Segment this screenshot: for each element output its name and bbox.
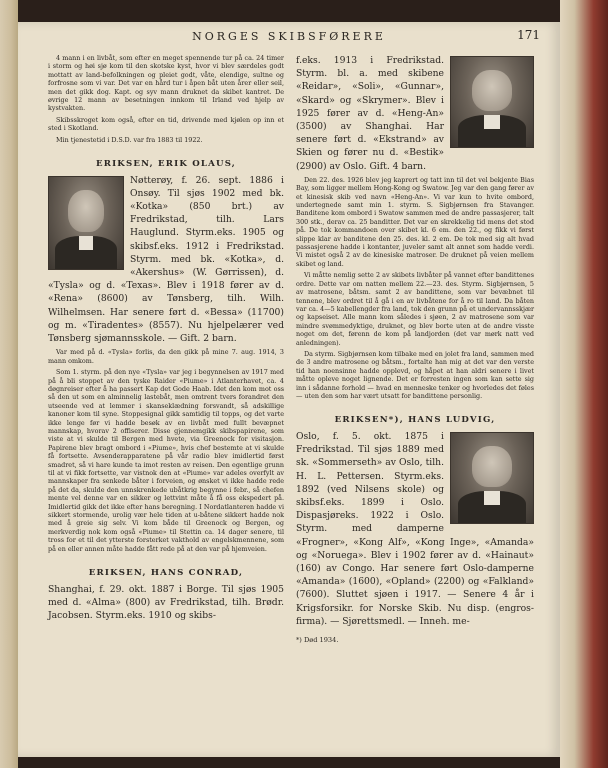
- entry-bio-hans-conrad-cont: f.eks. 1913 i Fredrikstad. Styrm. bl. a. med skibene «Reidar», «Soli», «Gunnar», «Skard» og «Skrymer». Blev i 1925 fører av d. «Heng-An» (3500) av Shanghai. Har senere ført d. «Ekstrand» av Skien og fører nu d. «Bestik» (2900) av Oslo. Gift. 4 barn.: [296, 55, 444, 172]
- entry-note: Var med på d. «Tysla» forlis, da den gikk på mine 7. aug. 1914, 3 mann omkom.: [48, 348, 284, 365]
- portrait-face: [472, 446, 511, 487]
- right-column: [296, 54, 534, 646]
- portrait-hans-ludvig: [450, 432, 534, 524]
- intro-paragraph: Skibsskroget kom også, efter en tid, drivende med kjølen op inn et sted i Skotland.: [48, 115, 284, 133]
- entry-note: Vi måtte nemlig sette 2 av skibets livbåter på vannet efter bandittenes ordre. Dette var om natten mellem 22.—23. des. Styrm. Sigbjørnsen, 5 av matrosene, båtsm. samt 2 av bandittene, som var bevæbnet til tennene, blev ordret til å gå i en av livbåtene for å ro til land. Da båten var ca. 4—5 kabellengder fra land, tok den grunn på et undervannsskjær og kapseiset. Alle mann kom således i sjøen, 2 av matrosene som var mindre svømmedyktige, druknet, og blev borte uten at de andre visste noget om det, førenn de kom på landjorden (det var mørk natt ved anledningen).: [296, 271, 534, 347]
- entry-note: Da styrm. Sigbjørnsen kom tilbake med en jolet fra land, sammen med de 3 andre matrosene og båtsm., fortalte han mig at det var den verste tid han noensinne hadde opplevd, og håpet at han aldri senere i livet måtte oplevе noget lignende. Det er forresten ingen som kan sette sig inn i sådanne forhold — hvad en menneske tenker og hvorledes det føles — uten den som har vært utsatt for bandittene personlig.: [296, 349, 534, 400]
- portrait-collar: [484, 491, 500, 505]
- book-page: [18, 22, 560, 757]
- portrait-face: [472, 70, 511, 111]
- footnote: *) Død 1934.: [296, 636, 339, 645]
- entry-bio-erik-olaus: Nøtterøy, f. 26. sept. 1886 i Onsøy. Til sjøs 1902 med bk. «Kotka» (850 brt.) av Fredrikstad, tilh. Lars Hauglund. Styrm.eks. 1905 og skibsf.eks. 1912 i Fredrikstad. Styrm. med bk. «Kotka», d. «Akershus» (W. Gørrissen), d. «Tysla» og d. «Texas». Blev i 1918 fører av d. «Rena» (8600) av Tønsberg, tilh. Wilh. Wilhelmsen. Har senere ført d. «Bessa» (11700) og m. «Tiradentes» (8557). Nu hjelpelærer ved Tønsberg sjømannsskole. — Gift. 2 barn.: [48, 174, 284, 345]
- entry-bio-hans-ludvig: Oslo, f. 5. okt. 1875 i Fredrikstad. Til sjøs 1889 med sk. «Sommerseth» av Oslo, tilh. H. L. Pettersen. Styrm.eks. 1892 (ved Nilsens skole) og skibsf.eks. 1899 i Oslo. Dispasjøreks. 1922 i Oslo. Styrm. med damperne «Frogner», «Kong Alf», «Kong Inge», «Amanda» og «Noruega». Blev i 1902 fører av d. «Hainaut» (160) av Congo. Har senere ført Oslo-damperne «Amanda» (1600), «Opland» (2200) og «Falkland» (7600). Sluttet sjøen i 1917. — Senere 4 år i Krigsforsikr. for Norske Skib. Nu disp. (engros-firma). — Sjørettsmedl. — Inneh. me-: [296, 430, 534, 627]
- book-edge-left: [0, 0, 18, 768]
- entry-heading-hans-conrad: ERIKSEN, HANS CONRAD,: [88, 568, 244, 579]
- portrait-collar: [79, 236, 94, 251]
- entry-bio-hans-conrad: Shanghai, f. 29. okt. 1887 i Borge. Til sjøs 1905 med d. «Alma» (800) av Fredrikstad, tilh. Brødr. Jacobsen. Styrm.eks. 1910 og skibs-: [48, 583, 284, 622]
- running-title: NORGES SKIBSFØRERE: [192, 30, 386, 43]
- entry-heading-erik-olaus: ERIKSEN, ERIK OLAUS,: [96, 159, 236, 170]
- intro-paragraph: Min tjenestetid i D.S.D. var fra 1883 til 1922.: [56, 135, 203, 144]
- portrait-erik-olaus: [48, 176, 124, 270]
- entry-note: Den 22. des. 1926 blev jeg kaprert og tatt inn til det vel bekjente Bias Bay, som ligger mellem Hong-Kong og Swatow. Jeg var den gang fører av et kinesisk skib ved navn «Heng-An». Vi var kun to hvite ombord, undertegnede samt min 1. styrm. S. Sigbjørnsen fra Stavanger. Banditene kom ombord i Swatow sammen med de andre passasjerer, talt 300 stk., derav ca. 25 banditter. Det var en skrekkelig tid mens det stod på. De tok kommandoen over skibet kl. 6 em. den 22., og fikk vi først slippe klar av banditene den 25. des. kl. 2 em. De tok med sig alt hvad passasjerene hadde i kontanter, juveler samt alt annet som hadde verdi. Vi mistet også 2 av de kinesiske matroser. De druknet på veien mellem skibet og land.: [296, 175, 534, 268]
- intro-paragraph: 4 mann i en livbåt, som efter en meget spennende tur på ca. 24 timer i storm og høi sjø kom til den skotske kyst, hvor vi blev særdeles godt mottatt av land-befolkningen og pleiet godt, våte, elendige, sultne og forfrosne som vi var. Det var en hård tur i åpen båt uten årer eller seil, men det gikk dog. Kapt. og syv mann druknet da skibet kantret. De øvrige 12 mann av besetningen innkom til Irland ved hjelp av kystvakten.: [48, 54, 284, 113]
- page-number: 171: [517, 28, 540, 42]
- portrait-collar: [484, 115, 500, 129]
- book-edge-right: [560, 0, 608, 768]
- left-column: [48, 54, 284, 625]
- page-header: [38, 26, 540, 46]
- portrait-face: [68, 190, 104, 232]
- portrait-hans-conrad: [450, 56, 534, 148]
- entry-heading-hans-ludvig: ERIKSEN*), HANS LUDVIG,: [334, 415, 496, 426]
- entry-note: Som 1. styrm. på den nye «Tysla» var jeg i begynnelsen av 1917 med på å bli stoppet av den tyske Raider «Piume» i Atlanterhavet, ca. 4 døgnreiser efter å ha passert Kap det Gode Haab. Idet den kom mot oss så den ut som en alminnelig lastebåt, men omtrent tvers forandret den utseende ved at lemmer i skanseklædning forsvandt, så adskillige kanoner kom til syne. Stoppesignal gikk samtidig til topps, og det varte ikke lenge før vi hadde besøk av en livbåt med fullt bevæpnet mannskap, hvorav 2 offiserer. Disse gjennemgikk skibspapirene, som viste at vi skulde til Bergen med hvete, via Greenock for visitasjon. Papirene blev bragt ombord i «Piume», hvis chef bestemte at vi skulde få fortsette. Avsenderapparatene på vår radio blev imidlertid først smadret, så vi hare kunde ta imot resten av reisen. Den egentlige grunn til at vi fikk fortsette, var vistnok den at «Piume» var adeles overfylt av mannskaper fra senkede båter i forveien, og ønsket vi ikke hadde rede på det da, skulde den unnskrenkede ubåtkrig begynne i febr., så chefen mente vel denne var en sikker og lettvint måte å få oss ekspedert på. Imidlertid gikk det ikke efter hans beregning. I Nordatlanteren hadde vi sikkert stormende, urolig vær hele tiden at u-båtene sikkert hadde nok med å greie sig selv. Vi kom både til Greenock og Bergen, og merkverdig nok kom også «Piume» til Stettin ca. 14 dager senere, til tross for et til det ytterste forsterket vakthold av engelskmennene, som på en eller annen måte hadde fått rede på at den var på hjemveien.: [48, 368, 284, 553]
